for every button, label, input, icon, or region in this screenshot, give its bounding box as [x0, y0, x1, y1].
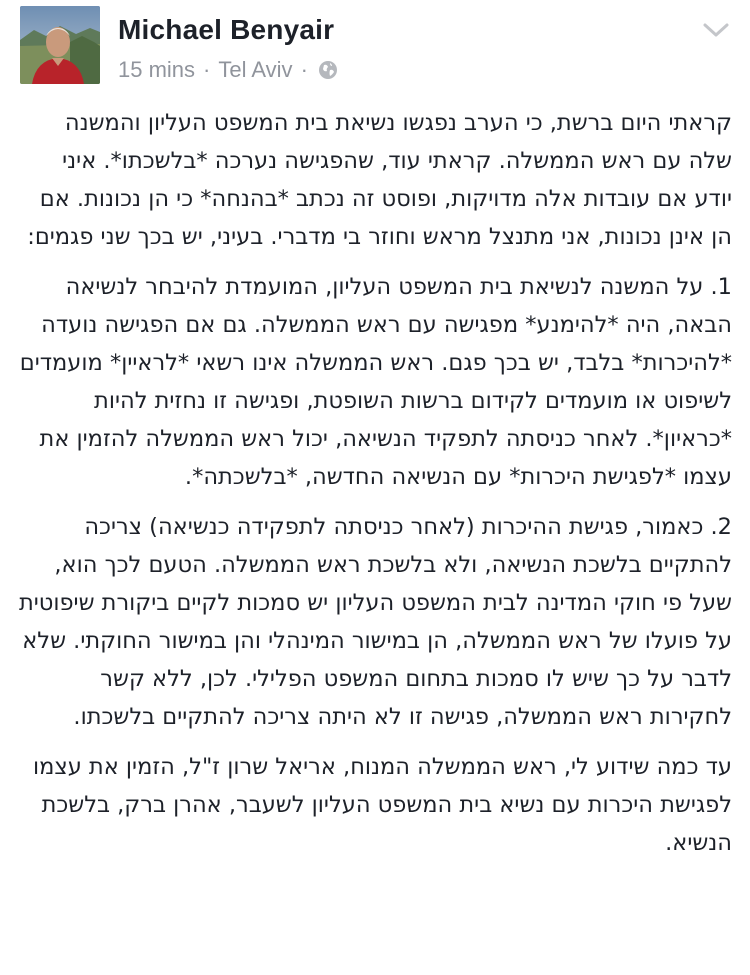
avatar-photo: [20, 6, 100, 84]
post-paragraph: קראתי היום ברשת, כי הערב נפגשו נשיאת בית המשפט העליון והמשנה שלה עם ראש הממשלה. קראתי עוד, שהפגישה נערכה *בלשכתו*. איני יודע אם עובדות אלה מדויקות, ופוסט זה נכתב *בהנחה* כי הן נכונות. אם הן אינן נכונות, אני מתנצל מראש וחוזר בי מדברי. בעיני, יש בכך שני פגמים:: [27, 110, 732, 250]
post-paragraph: 2. כאמור, פגישת ההיכרות (לאחר כניסתה לתפקידה כנשיאה) צריכה להתקיים בלשכת הנשיאה, ולא בלשכת ראש הממשלה. הטעם לכך הוא, שעל פי חוקי המדינה לבית המשפט העליון יש סמכות לקיים ביקורת שיפוטית על פועלו של ראש הממשלה, הן במישור המינהלי והן במישור החוקתי. שלא לדבר על כך שיש לו סמכות בתחום המשפט הפלילי. לכן, ללא קשר לחקירות ראש הממשלה, פגישה זו לא היתה צריכה להתקיים בלשכתו.: [18, 514, 732, 730]
post-paragraph: עד כמה שידוע לי, ראש הממשלה המנוח, אריאל שרון ז"ל, הזמין את עצמו לפגישת היכרות עם נשיא בית המשפט העליון לשעבר, אהרן ברק, בלשכת הנשיא.: [32, 754, 732, 856]
post-header: [0, 0, 750, 96]
globe-icon[interactable]: [318, 60, 338, 80]
meta-separator: ·: [203, 57, 211, 82]
meta-separator-2: ·: [300, 57, 308, 82]
chevron-down-icon[interactable]: [702, 20, 730, 40]
location[interactable]: Tel Aviv: [218, 57, 293, 82]
post-body: [18, 104, 732, 874]
post-paragraph: 1. על המשנה לנשיאת בית המשפט העליון, המועמדת להיבחר לנשיאה הבאה, היה *להימנע* מפגישה עם ראש הממשלה. גם אם הפגישה נועדה *להיכרות* בלבד, יש בכך פגם. ראש הממשלה אינו רשאי *לראיין* מועמדים לשיפוט או מועמדים לקידום ברשות השופטת, ופגישה זו נחזית להיות *כראיון*. לאחר כניסתה לתפקיד הנשיאה, יכול ראש הממשלה להזמין את עצמו *לפגישת היכרות* עם הנשיאה החדשה, *בלשכתה*.: [19, 274, 732, 490]
timestamp[interactable]: 15 mins: [118, 57, 196, 82]
author-name[interactable]: Michael Benyair: [118, 14, 335, 45]
avatar[interactable]: [20, 6, 100, 84]
post-meta: [118, 57, 338, 83]
